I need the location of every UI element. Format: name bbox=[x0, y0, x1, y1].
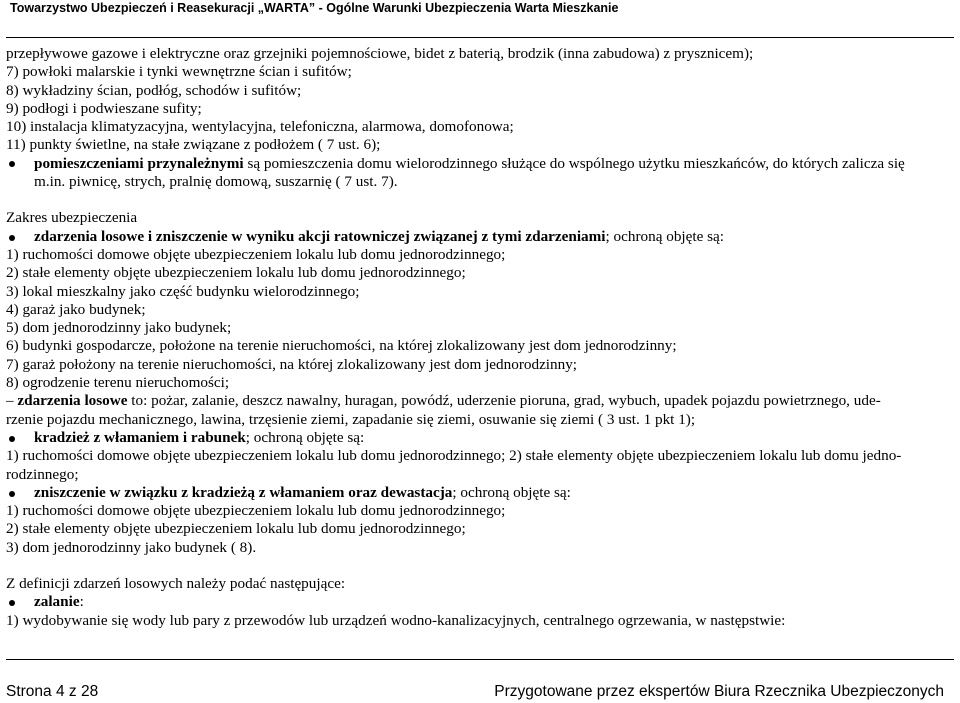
page-number: Strona 4 z 28 bbox=[6, 683, 99, 700]
definitions-intro: Z definicji zdarzeń losowych należy podać następujące: bbox=[6, 575, 346, 593]
definition-text: to: pożar, zalanie, deszcz nawalny, huragan, powódź, uderzenie pioruna, grad, wybuch, upadek pojazdu powietrznego, ude- bbox=[127, 392, 881, 410]
text-line: 8) wykładziny ścian, podłóg, schodów i sufitów; bbox=[6, 81, 302, 99]
list-item: 1) ruchomości domowe objęte ubezpieczeniem lokalu lub domu jednorodzinnego; bbox=[6, 502, 506, 520]
text-line: przepływowe gazowe i elektryczne oraz grzejniki pojemnościowe, bidet z baterią, brodzik (inna zabudowa) z prysznicem); bbox=[6, 45, 754, 62]
list-item: 1) ruchomości domowe objęte ubezpieczeniem lokalu lub domu jednorodzinnego; bbox=[6, 245, 506, 263]
footer-rule bbox=[6, 659, 954, 660]
list-item: 2) stałe elementy objęte ubezpieczeniem lokalu lub domu jednorodzinnego; bbox=[6, 520, 466, 538]
dash-mark: – bbox=[6, 392, 18, 410]
bullet-icon bbox=[9, 161, 15, 167]
bullet-continuation: m.in. piwnicę, strych, pralnię domową, suszarnię ( 7 ust. 7). bbox=[34, 173, 398, 191]
list-item: 4) garaż jako budynek; bbox=[6, 300, 146, 318]
bullet-icon bbox=[9, 235, 15, 241]
footer-credit: Przygotowane przez ekspertów Biura Rzecznika Ubezpieczonych bbox=[494, 683, 944, 700]
bold-term: zdarzenia losowe i zniszczenie w wyniku akcji ratowniczej związanej z tymi zdarzeniami bbox=[34, 227, 606, 245]
bullet-text: ; ochroną objęte są: bbox=[245, 428, 365, 446]
list-item: 5) dom jednorodzinny jako budynek; bbox=[6, 319, 232, 337]
list-item: 8) ogrodzenie terenu nieruchomości; bbox=[6, 374, 230, 392]
document-body bbox=[6, 45, 954, 630]
list-item: 3) dom jednorodzinny jako budynek ( 8). bbox=[6, 538, 257, 556]
bold-term: pomieszczeniami przynależnymi bbox=[34, 154, 244, 172]
bullet-text: : bbox=[79, 593, 84, 611]
bold-term: zniszczenie w związku z kradzieżą z włamaniem oraz dewastacja bbox=[34, 483, 453, 501]
bullet-icon bbox=[9, 436, 15, 442]
bullet-item-pomieszczenia bbox=[6, 155, 954, 173]
bullet-text: są pomieszczenia domu wielorodzinnego służące do wspólnego użytku mieszkańców, do których zalicza się bbox=[243, 154, 905, 172]
bold-term: zdarzenia losowe bbox=[17, 392, 128, 410]
bullet-item-zniszczenie bbox=[6, 484, 954, 502]
definition-line bbox=[6, 392, 954, 410]
section-title: Zakres ubezpieczenia bbox=[6, 209, 138, 227]
bullet-item-zalanie bbox=[6, 593, 954, 611]
header-title: Towarzystwo Ubezpieczeń i Reasekuracji „WARTA” - Ogólne Warunki Ubezpieczenia Warta Mieszkanie bbox=[10, 1, 619, 15]
text-line: 10) instalacja klimatyzacyjna, wentylacyjna, telefoniczna, alarmowa, domofonowa; bbox=[6, 118, 514, 136]
definition-continuation: rzenie pojazdu mechanicznego, lawina, trzęsienie ziemi, zapadanie się ziemi, osuwanie się ziemi ( 3 ust. 1 pkt 1); bbox=[6, 410, 696, 428]
bold-term: kradzież z włamaniem i rabunek bbox=[34, 428, 246, 446]
text-line: 7) powłoki malarskie i tynki wewnętrzne ścian i sufitów; bbox=[6, 63, 352, 81]
list-item: 1) wydobywanie się wody lub pary z przewodów lub urządzeń wodno-kanalizacyjnych, centralnego ogrzewania, w następstwie: bbox=[6, 611, 786, 629]
bullet-item-zdarzenia bbox=[6, 228, 954, 246]
text-line: 11) punkty świetlne, na stałe związane z podłożem ( 7 ust. 6); bbox=[6, 136, 381, 154]
bullet-item-kradziez bbox=[6, 429, 954, 447]
list-item: 1) ruchomości domowe objęte ubezpieczeniem lokalu lub domu jednorodzinnego; 2) stałe elementy objęte ubezpieczeniem lokalu lub domu jedno- bbox=[6, 447, 902, 465]
text-line: 9) podłogi i podwieszane sufity; bbox=[6, 99, 202, 117]
header-rule bbox=[6, 37, 954, 38]
list-item: 6) budynki gospodarcze, położone na terenie nieruchomości, na której zlokalizowany jest dom jednorodzinny; bbox=[6, 337, 677, 355]
list-item: 3) lokal mieszkalny jako część budynku wielorodzinnego; bbox=[6, 282, 360, 300]
list-item: 7) garaż położony na terenie nieruchomości, na której zlokalizowany jest dom jednorodzinny; bbox=[6, 355, 578, 373]
list-item-continuation: rodzinnego; bbox=[6, 465, 79, 483]
bullet-icon bbox=[9, 600, 15, 606]
bullet-text: ; ochroną objęte są: bbox=[605, 227, 725, 245]
document-header bbox=[10, 0, 954, 16]
bold-term: zalanie bbox=[34, 593, 80, 611]
bullet-text: ; ochroną objęte są: bbox=[452, 483, 571, 501]
bullet-icon bbox=[9, 491, 15, 497]
list-item: 2) stałe elementy objęte ubezpieczeniem lokalu lub domu jednorodzinnego; bbox=[6, 264, 466, 282]
